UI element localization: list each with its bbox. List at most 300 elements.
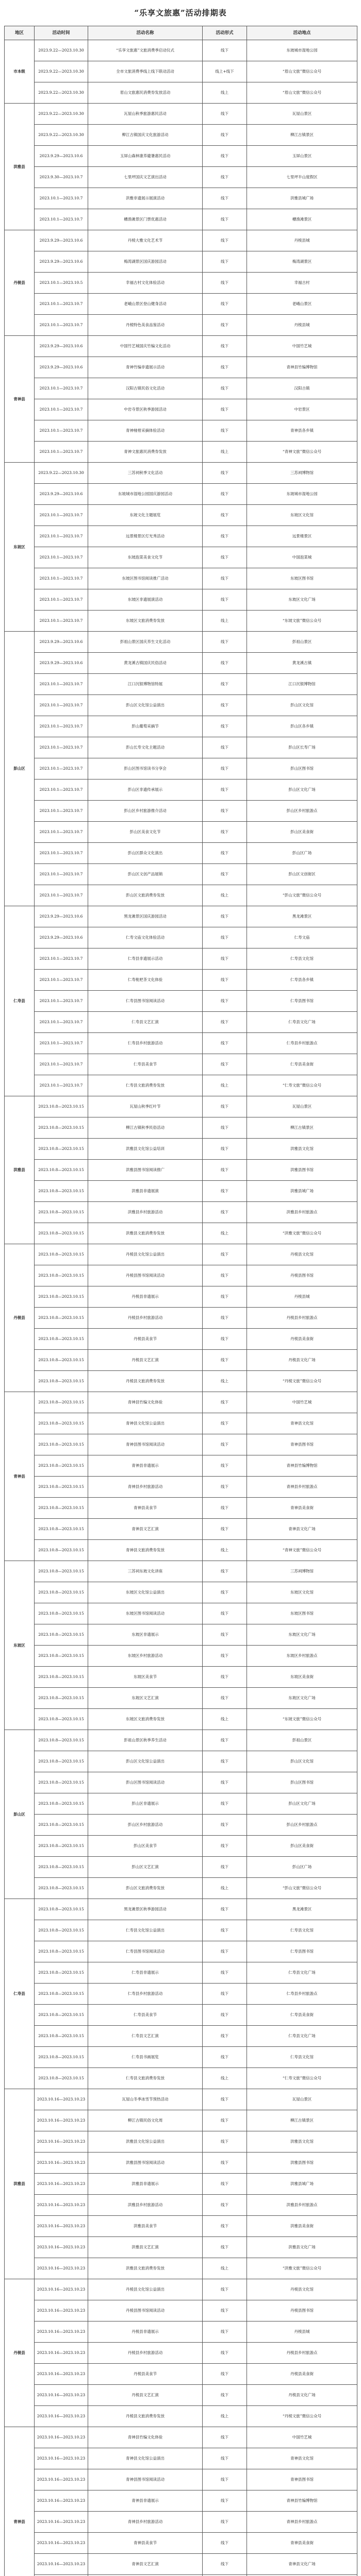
table-row — [5, 167, 357, 188]
activity-type-cell: 线下 — [203, 2448, 247, 2469]
location-cell: 东坡区文化广场 — [247, 1624, 357, 1646]
activity-type-cell: 线下 — [203, 505, 247, 526]
activity-name-cell: 彭祖山景区国庆养生文化活动 — [88, 632, 203, 653]
activity-name-cell: 彭山区美食节 — [88, 1836, 203, 1857]
activity-name-cell: 丹棱县文旅消费券发放 — [88, 2406, 203, 2427]
activity-name-cell: 瓦屋山冬季冰雪节预热活动 — [88, 2089, 203, 2110]
table-row — [5, 2005, 357, 2026]
time-cell: 2023.10.8—2023.10.15 — [35, 1603, 88, 1624]
table-row — [5, 420, 357, 442]
table-row — [5, 442, 357, 463]
activity-type-cell: 线上 — [203, 885, 247, 906]
table-row — [5, 1202, 357, 1223]
activity-name-cell: 洪雅县非遗展示 — [88, 2174, 203, 2195]
table-row — [5, 484, 357, 505]
table-row — [5, 1582, 357, 1603]
table-row — [5, 1878, 357, 1899]
activity-type-cell: 线下 — [203, 1033, 247, 1054]
activity-name-cell: 仁寿枇杷茶文化体验 — [88, 970, 203, 991]
activity-type-cell: 线下 — [203, 991, 247, 1012]
location-cell: 中国竹艺城 — [247, 2427, 357, 2448]
activity-type-cell: 线下 — [203, 1688, 247, 1709]
table-row — [5, 1371, 357, 1392]
time-cell: 2023.10.8—2023.10.15 — [35, 2068, 88, 2089]
activity-name-cell: 丹棱县文化馆公益演出 — [88, 1244, 203, 1265]
activity-name-cell: 彭山区文艺汇演 — [88, 1857, 203, 1878]
table-row — [5, 336, 357, 357]
table-row — [5, 1054, 357, 1075]
time-cell: 2023.10.1—2023.10.7 — [35, 737, 88, 758]
table-row — [5, 1223, 357, 1244]
location-cell: 中国竹艺城 — [247, 336, 357, 357]
time-cell: 2023.10.8—2023.10.15 — [35, 1286, 88, 1308]
table-row — [5, 146, 357, 167]
activity-type-cell: 线下 — [203, 589, 247, 611]
activity-type-cell: 线下 — [203, 1139, 247, 1160]
location-cell: “彭山文旅”微信公众号 — [247, 885, 357, 906]
activity-type-cell: 线下 — [203, 167, 247, 188]
table-row — [5, 991, 357, 1012]
region-cell: 青神县 — [5, 1392, 35, 1561]
time-cell: 2023.10.8—2023.10.15 — [35, 1434, 88, 1455]
location-cell: 洪雅县文化广场 — [247, 2237, 357, 2258]
activity-type-cell: 线下 — [203, 2237, 247, 2258]
activity-name-cell: 丹棱县文化馆公益演出 — [88, 2279, 203, 2300]
time-cell: 2023.10.1—2023.10.7 — [35, 1033, 88, 1054]
table-row — [5, 1561, 357, 1582]
table-row — [5, 357, 357, 378]
activity-type-cell: 线下 — [203, 2279, 247, 2300]
location-cell: 东坡区文化广场 — [247, 1688, 357, 1709]
activity-name-cell: 青神县美食节 — [88, 2533, 203, 2554]
location-cell: 洪雅县美食街 — [247, 2216, 357, 2237]
time-cell: 2023.10.8—2023.10.15 — [35, 1413, 88, 1434]
time-cell: 2023.10.1—2023.10.7 — [35, 843, 88, 864]
location-cell: 柳江古镇景区 — [247, 1117, 357, 1139]
location-cell: “仁寿文旅”微信公众号 — [247, 1075, 357, 1096]
activity-type-cell: 线下 — [203, 336, 247, 357]
activity-type-cell: 线下 — [203, 653, 247, 674]
activity-type-cell: 线下 — [203, 1413, 247, 1434]
table-row — [5, 927, 357, 948]
time-cell: 2023.10.8—2023.10.15 — [35, 1878, 88, 1899]
activity-type-cell: 线下 — [203, 484, 247, 505]
activity-type-cell: 线下 — [203, 1498, 247, 1519]
activity-type-cell: 线上 — [203, 82, 247, 104]
activity-name-cell: 柳江古镇国庆文化旅游活动 — [88, 125, 203, 146]
time-cell: 2023.10.16—2023.10.23 — [35, 2469, 88, 2490]
time-cell: 2023.10.8—2023.10.15 — [35, 1688, 88, 1709]
table-row — [5, 2153, 357, 2174]
location-cell: 洪雅县图书馆 — [247, 2153, 357, 2174]
activity-type-cell: 线上 — [203, 442, 247, 463]
activity-name-cell: 东坡区美食节 — [88, 1667, 203, 1688]
time-cell: 2023.10.16—2023.10.23 — [35, 2385, 88, 2406]
table-row — [5, 2047, 357, 2068]
time-cell: 2023.10.8—2023.10.15 — [35, 1646, 88, 1667]
activity-type-cell: 线下 — [203, 1160, 247, 1181]
table-row — [5, 779, 357, 801]
time-cell: 2023.10.16—2023.10.23 — [35, 2195, 88, 2216]
activity-type-cell: 线下 — [203, 2153, 247, 2174]
location-cell: 彭山区文化馆 — [247, 1751, 357, 1772]
time-cell: 2023.10.16—2023.10.23 — [35, 2089, 88, 2110]
activity-type-cell: 线下 — [203, 632, 247, 653]
table-row — [5, 716, 357, 737]
time-cell: 2023.10.8—2023.10.15 — [35, 1582, 88, 1603]
activity-type-cell: 线下 — [203, 2321, 247, 2343]
time-cell: 2023.10.8—2023.10.15 — [35, 1751, 88, 1772]
table-row — [5, 737, 357, 758]
time-cell: 2023.10.1—2023.10.7 — [35, 442, 88, 463]
location-cell: 仁寿县乡村旅游点 — [247, 1033, 357, 1054]
time-cell: 2023.10.1—2023.10.7 — [35, 695, 88, 716]
activity-name-cell: 青神县文艺汇演 — [88, 1519, 203, 1540]
activity-name-cell: 青神县文化馆公益演出 — [88, 1413, 203, 1434]
table-row — [5, 2026, 357, 2047]
location-cell: 青神县文化广场 — [247, 1519, 357, 1540]
time-cell: 2023.10.1—2023.10.7 — [35, 822, 88, 843]
time-cell: 2023.10.16—2023.10.23 — [35, 2174, 88, 2195]
time-cell: 2023.10.16—2023.10.23 — [35, 2300, 88, 2321]
time-cell: 2023.10.8—2023.10.15 — [35, 1181, 88, 1202]
activity-name-cell: 彭山区非遗传承展示 — [88, 779, 203, 801]
location-cell: 东坡区乡村旅游点 — [247, 1646, 357, 1667]
schedule-body — [5, 40, 357, 2576]
activity-name-cell: 洪雅县文旅消费券发放 — [88, 1223, 203, 1244]
table-row — [5, 1477, 357, 1498]
activity-name-cell: 仁寿县非遗展示 — [88, 1962, 203, 1984]
location-cell: 丹棱县图书馆 — [247, 1265, 357, 1286]
table-row — [5, 378, 357, 399]
table-row — [5, 611, 357, 632]
table-row — [5, 653, 357, 674]
table-row — [5, 822, 357, 843]
activity-type-cell: 线下 — [203, 1392, 247, 1413]
activity-name-cell: 汉阳古镇民俗文化活动 — [88, 378, 203, 399]
activity-name-cell: 洪雅县文化馆公益培训 — [88, 1139, 203, 1160]
location-cell: 中国竹艺城 — [247, 1392, 357, 1413]
location-cell: 青神县乡村旅游点 — [247, 2512, 357, 2533]
activity-name-cell: 东坡区非遗展演活动 — [88, 589, 203, 611]
activity-name-cell: 东坡城市湿地公园国庆游园活动 — [88, 484, 203, 505]
location-cell: 彭祖山景区 — [247, 632, 357, 653]
location-cell: 丹棱县文化广场 — [247, 2385, 357, 2406]
activity-name-cell: 青神县美食节 — [88, 1498, 203, 1519]
table-row — [5, 2469, 357, 2490]
activity-name-cell: 仁寿县文化馆公益演出 — [88, 1920, 203, 1941]
location-cell: 幸福古村 — [247, 273, 357, 294]
time-cell: 2023.10.1—2023.10.7 — [35, 970, 88, 991]
schedule-table — [4, 26, 357, 2576]
activity-type-cell: 线下 — [203, 758, 247, 779]
location-cell: 江口沉银博物馆 — [247, 674, 357, 695]
activity-name-cell: 青神县非遗展示 — [88, 1455, 203, 1477]
location-cell: 老峨山景区 — [247, 294, 357, 315]
location-cell: “丹棱文旅”微信公众号 — [247, 2406, 357, 2427]
location-cell: “丹棱文旅”微信公众号 — [247, 1371, 357, 1392]
location-cell: 黑龙滩景区 — [247, 906, 357, 927]
location-cell: 仁寿县文化馆 — [247, 2047, 357, 2068]
activity-type-cell: 线下 — [203, 357, 247, 378]
time-cell: 2023.10.8—2023.10.15 — [35, 1561, 88, 1582]
location-cell: 彭山区美食街 — [247, 1836, 357, 1857]
location-cell: “洪雅文旅”微信公众号 — [247, 2258, 357, 2279]
activity-type-cell: 线下 — [203, 716, 247, 737]
location-cell: 彭山区文化馆 — [247, 695, 357, 716]
activity-type-cell: 线下 — [203, 230, 247, 251]
time-cell: 2023.10.1—2023.10.7 — [35, 864, 88, 885]
activity-name-cell: 青神县乡村旅游活动 — [88, 2512, 203, 2533]
location-cell: 丹棱县图书馆 — [247, 2300, 357, 2321]
location-cell: 东坡区图书馆 — [247, 1603, 357, 1624]
time-cell: 2023.9.22—2023.10.30 — [35, 61, 88, 82]
activity-name-cell: 梅湾湖景区国庆游园活动 — [88, 251, 203, 273]
activity-name-cell: 青神县非遗展示 — [88, 2490, 203, 2512]
activity-name-cell: 青神椪柑采摘体验活动 — [88, 420, 203, 442]
activity-name-cell: 丹棱县文艺汇演 — [88, 1350, 203, 1371]
table-row — [5, 1265, 357, 1286]
activity-name-cell: 洪雅县图书馆阅读活动 — [88, 2153, 203, 2174]
table-row — [5, 1624, 357, 1646]
activity-type-cell: 线下 — [203, 1202, 247, 1223]
location-cell: 仁寿县图书馆 — [247, 1941, 357, 1962]
location-cell: 东坡城市湿地公园 — [247, 40, 357, 61]
activity-name-cell: 黑龙滩景区秋季游园活动 — [88, 1899, 203, 1920]
activity-type-cell: 线下 — [203, 399, 247, 420]
activity-name-cell: “乐享文旅惠”文旅消费季启动仪式 — [88, 40, 203, 61]
activity-name-cell: 洪雅县图书馆阅读推广 — [88, 1160, 203, 1181]
time-cell: 2023.10.8—2023.10.15 — [35, 2026, 88, 2047]
location-cell: 三苏祠博物馆 — [247, 463, 357, 484]
activity-name-cell: 彭祖山景区秋季养生活动 — [88, 1730, 203, 1751]
location-cell: 远景楼景区 — [247, 526, 357, 547]
activity-name-cell: 东坡文化主题展览 — [88, 505, 203, 526]
time-cell: 2023.9.22—2023.10.30 — [35, 82, 88, 104]
table-row — [5, 273, 357, 294]
location-cell: 青神县文化馆 — [247, 2448, 357, 2469]
activity-type-cell: 线下 — [203, 1012, 247, 1033]
time-cell: 2023.10.8—2023.10.15 — [35, 1160, 88, 1181]
activity-type-cell: 线下 — [203, 2131, 247, 2153]
activity-type-cell: 线下 — [203, 2216, 247, 2237]
location-cell: 仁寿县乡村旅游点 — [247, 1984, 357, 2005]
location-cell: “彭山文旅”微信公众号 — [247, 1878, 357, 1899]
time-cell: 2023.10.1—2023.10.7 — [35, 568, 88, 589]
table-row — [5, 61, 357, 82]
activity-type-cell: 线下 — [203, 2110, 247, 2131]
table-row — [5, 885, 357, 906]
time-cell: 2023.10.8—2023.10.15 — [35, 1265, 88, 1286]
location-cell: 彭山区图书馆 — [247, 1772, 357, 1793]
time-cell: 2023.10.1—2023.10.7 — [35, 1012, 88, 1033]
time-cell: 2023.10.8—2023.10.15 — [35, 1962, 88, 1984]
activity-name-cell: 仁寿县乡村旅游活动 — [88, 1984, 203, 2005]
activity-name-cell: 仁寿县书画展览 — [88, 2047, 203, 2068]
location-cell: 青神县美食街 — [247, 2533, 357, 2554]
table-row — [5, 1117, 357, 1139]
time-cell: 2023.10.8—2023.10.15 — [35, 1139, 88, 1160]
location-cell: 仁寿县文化广场 — [247, 1962, 357, 1984]
time-cell: 2023.10.1—2023.10.7 — [35, 547, 88, 568]
region-cell: 青神县 — [5, 336, 35, 463]
table-row — [5, 1688, 357, 1709]
activity-type-cell: 线下 — [203, 779, 247, 801]
time-cell: 2023.9.22—2023.10.30 — [35, 463, 88, 484]
activity-type-cell: 线下 — [203, 40, 247, 61]
page-title: “乐享文旅惠”活动排期表 — [134, 8, 227, 18]
activity-type-cell: 线下 — [203, 420, 247, 442]
location-cell: 中国泡菜城 — [247, 547, 357, 568]
location-cell: 洪雅县文化馆 — [247, 1139, 357, 1160]
location-cell: 丹棱县文化广场 — [247, 1350, 357, 1371]
table-row — [5, 1413, 357, 1434]
activity-name-cell: 柳江古镇民俗文化周 — [88, 2110, 203, 2131]
activity-name-cell: 洪雅县文旅消费券发放 — [88, 2258, 203, 2279]
activity-type-cell: 线下 — [203, 146, 247, 167]
activity-type-cell: 线下 — [203, 188, 247, 209]
time-cell: 2023.10.8—2023.10.15 — [35, 1223, 88, 1244]
activity-name-cell: 青神县图书馆阅读活动 — [88, 1434, 203, 1455]
table-row — [5, 864, 357, 885]
location-cell: 丹棱县乡村旅游点 — [247, 1308, 357, 1329]
table-row — [5, 209, 357, 230]
table-row — [5, 2364, 357, 2385]
activity-name-cell: 东坡区文旅消费券发放 — [88, 1709, 203, 1730]
activity-type-cell: 线下 — [203, 273, 247, 294]
location-cell: 彭山区图书馆 — [247, 758, 357, 779]
time-cell: 2023.10.8—2023.10.15 — [35, 1709, 88, 1730]
time-cell: 2023.9.29—2023.10.6 — [35, 357, 88, 378]
table-row — [5, 294, 357, 315]
region-cell: 彭山区 — [5, 1730, 35, 1899]
activity-name-cell: 仁寿县美食节 — [88, 1054, 203, 1075]
table-row — [5, 1962, 357, 1984]
location-cell: 仁寿县文化馆 — [247, 948, 357, 970]
activity-name-cell: 眉山文旅惠民消费券发放活动 — [88, 82, 203, 104]
activity-type-cell: 线下 — [203, 2195, 247, 2216]
location-cell: 洪雅县乡村旅游点 — [247, 2195, 357, 2216]
activity-type-cell: 线下 — [203, 547, 247, 568]
time-cell: 2023.10.16—2023.10.23 — [35, 2512, 88, 2533]
activity-name-cell: 江口沉银博物馆特展 — [88, 674, 203, 695]
activity-name-cell: 东坡区乡村旅游活动 — [88, 1646, 203, 1667]
table-row — [5, 1434, 357, 1455]
activity-name-cell: 丹棱县图书馆阅读活动 — [88, 2300, 203, 2321]
activity-name-cell: 丹棱县文艺汇演 — [88, 2385, 203, 2406]
activity-name-cell: 仁寿县文旅消费券发放 — [88, 2068, 203, 2089]
activity-type-cell: 线上 — [203, 2258, 247, 2279]
location-cell: 玉屏山景区 — [247, 146, 357, 167]
table-row — [5, 1836, 357, 1857]
location-cell: 东坡城市湿地公园 — [247, 484, 357, 505]
header-region: 地区 — [5, 26, 35, 40]
table-row — [5, 1540, 357, 1561]
activity-name-cell: 东坡泡菜美食文化节 — [88, 547, 203, 568]
table-row — [5, 2174, 357, 2195]
region-cell: 丹棱县 — [5, 230, 35, 336]
location-cell: 青神县竹编博物馆 — [247, 357, 357, 378]
time-cell: 2023.10.8—2023.10.15 — [35, 1793, 88, 1815]
time-cell: 2023.10.8—2023.10.15 — [35, 1202, 88, 1223]
time-cell: 2023.10.1—2023.10.7 — [35, 378, 88, 399]
table-row — [5, 1096, 357, 1117]
location-cell: 彭山区广场 — [247, 1857, 357, 1878]
region-cell: 东坡区 — [5, 1561, 35, 1730]
activity-name-cell: 丹棱县图书馆阅读活动 — [88, 1265, 203, 1286]
activity-name-cell: 洪雅县乡村旅游活动 — [88, 1202, 203, 1223]
activity-name-cell: 老峨山景区登山健身活动 — [88, 294, 203, 315]
time-cell: 2023.10.8—2023.10.15 — [35, 1117, 88, 1139]
activity-name-cell: 彭山区非遗展示 — [88, 1793, 203, 1815]
activity-name-cell: 彭山区文创产品展销 — [88, 864, 203, 885]
location-cell: 丹棱县乡村旅游点 — [247, 2343, 357, 2364]
activity-type-cell: 线下 — [203, 1836, 247, 1857]
time-cell: 2023.10.8—2023.10.15 — [35, 1899, 88, 1920]
activity-type-cell: 线下 — [203, 2490, 247, 2512]
table-row — [5, 2512, 357, 2533]
activity-type-cell: 线上 — [203, 1540, 247, 1561]
table-row — [5, 2427, 357, 2448]
activity-name-cell: 彭山区文化馆公益演出 — [88, 695, 203, 716]
activity-type-cell: 线下 — [203, 2533, 247, 2554]
activity-name-cell: 洪雅县文化馆公益演出 — [88, 2131, 203, 2153]
location-cell: 东坡区文化广场 — [247, 589, 357, 611]
location-cell: “眉山文旅”微信公众号 — [247, 61, 357, 82]
table-row — [5, 568, 357, 589]
activity-type-cell: 线下 — [203, 1751, 247, 1772]
location-cell: 仁寿县图书馆 — [247, 991, 357, 1012]
table-row — [5, 632, 357, 653]
table-row — [5, 2279, 357, 2300]
activity-type-cell: 线下 — [203, 1096, 247, 1117]
location-cell: 彭山区长寿广场 — [247, 737, 357, 758]
activity-name-cell: 仁寿县文旅消费券发放 — [88, 1075, 203, 1096]
activity-type-cell: 线下 — [203, 209, 247, 230]
time-cell: 2023.9.29—2023.10.6 — [35, 906, 88, 927]
activity-type-cell: 线上+线下 — [203, 61, 247, 82]
location-cell: “仁寿文旅”微信公众号 — [247, 2068, 357, 2089]
location-cell: 柳江古镇景区 — [247, 125, 357, 146]
activity-type-cell: 线上 — [203, 1075, 247, 1096]
time-cell: 2023.10.1—2023.10.7 — [35, 505, 88, 526]
activity-type-cell: 线下 — [203, 1730, 247, 1751]
table-row — [5, 1329, 357, 1350]
table-row — [5, 2406, 357, 2427]
region-cell: 仁寿县 — [5, 1899, 35, 2089]
time-cell: 2023.10.8—2023.10.15 — [35, 1772, 88, 1793]
table-row — [5, 801, 357, 822]
table-row — [5, 1667, 357, 1688]
table-row — [5, 1392, 357, 1413]
activity-type-cell: 线下 — [203, 2089, 247, 2110]
time-cell: 2023.10.8—2023.10.15 — [35, 2005, 88, 2026]
location-cell: 彭山区乡村旅游点 — [247, 1815, 357, 1836]
time-cell: 2023.9.22—2023.10.30 — [35, 104, 88, 125]
time-cell: 2023.9.22—2023.10.30 — [35, 125, 88, 146]
location-cell: 彭山区广场 — [247, 843, 357, 864]
activity-type-cell: 线下 — [203, 822, 247, 843]
location-cell: 洪雅县城广场 — [247, 1181, 357, 1202]
table-row — [5, 1012, 357, 1033]
activity-type-cell: 线下 — [203, 1624, 247, 1646]
time-cell: 2023.10.1—2023.10.7 — [35, 1054, 88, 1075]
table-row — [5, 399, 357, 420]
time-cell: 2023.10.1—2023.10.7 — [35, 209, 88, 230]
time-cell: 2023.10.8—2023.10.15 — [35, 1308, 88, 1329]
time-cell: 2023.10.1—2023.10.7 — [35, 611, 88, 632]
table-row — [5, 2343, 357, 2364]
